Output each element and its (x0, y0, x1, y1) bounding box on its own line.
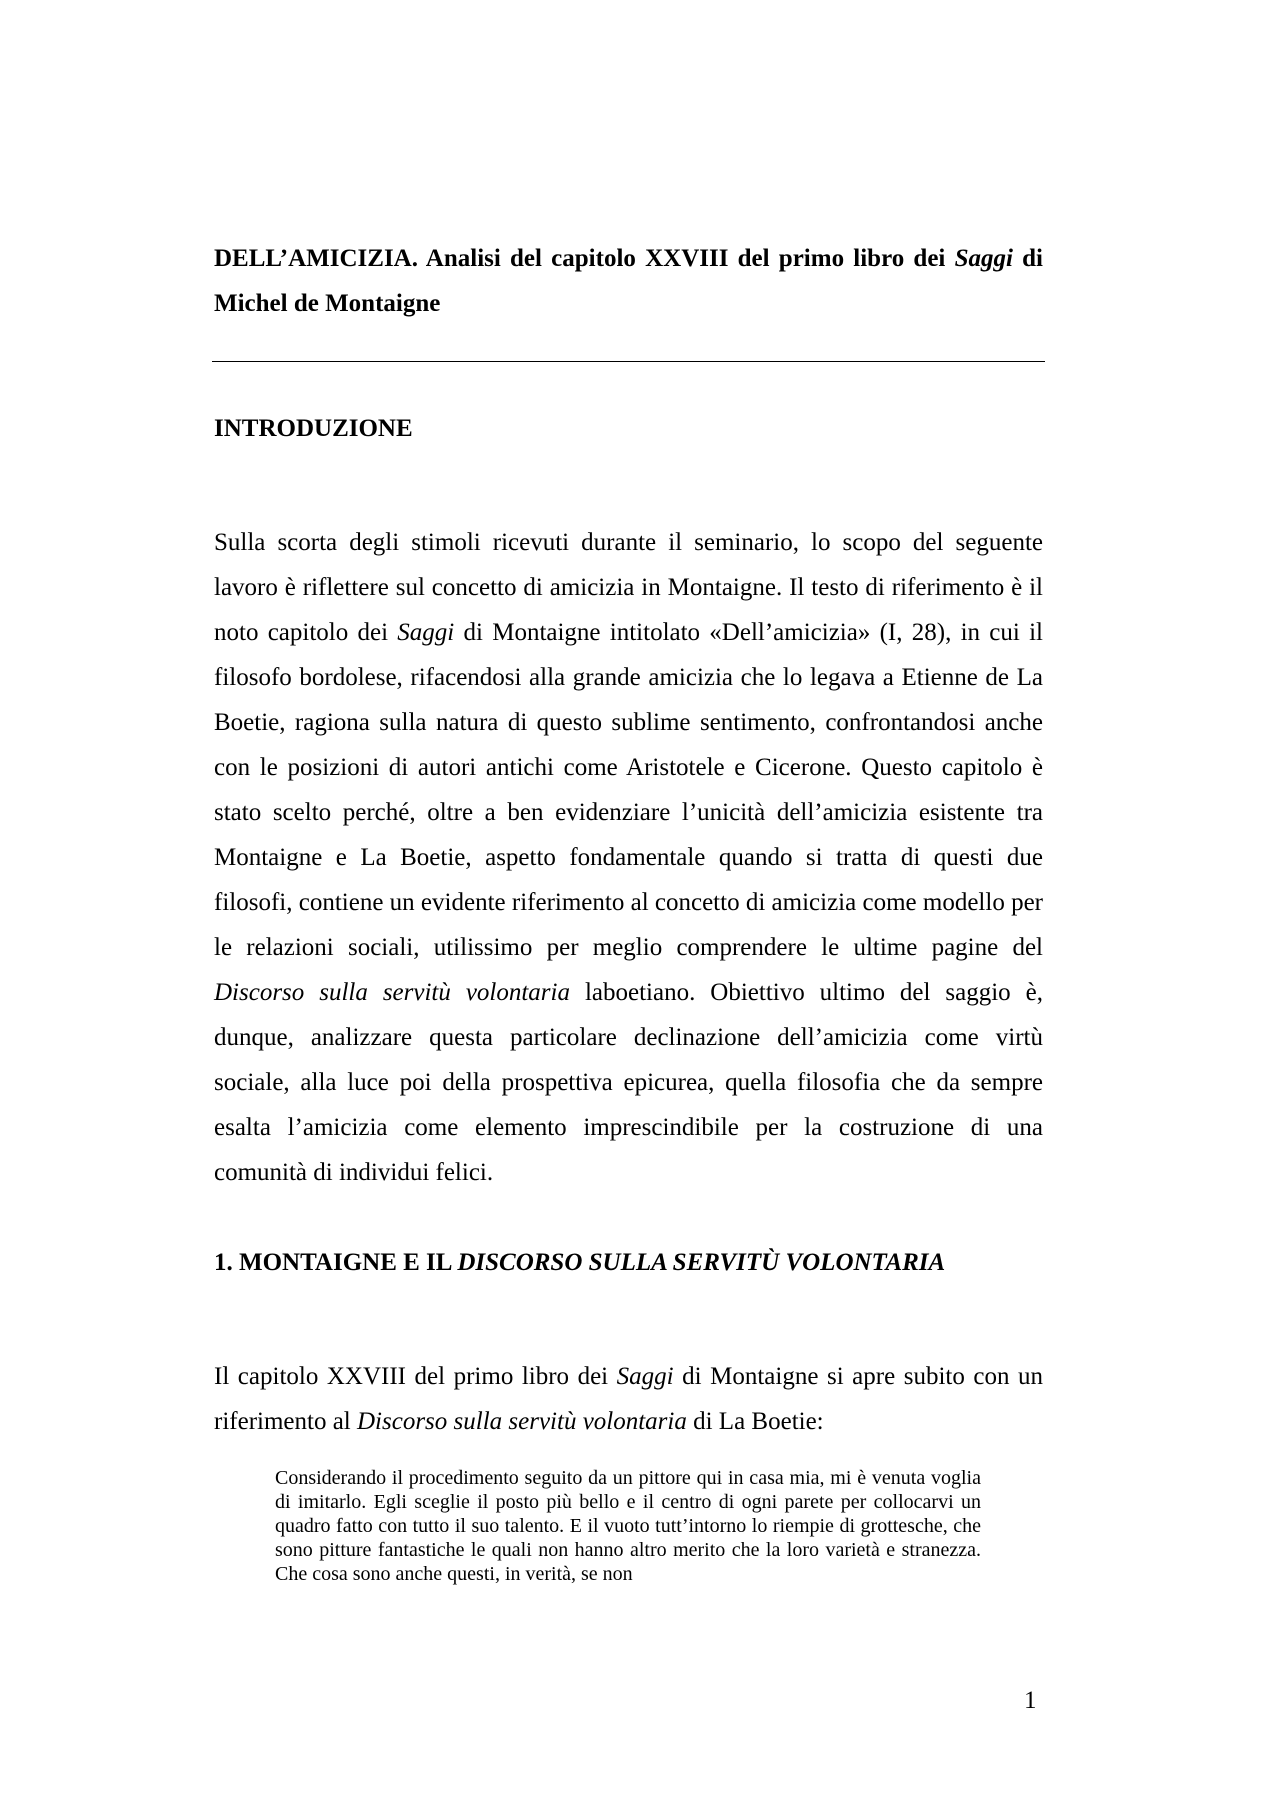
section1-paragraph (214, 1354, 1043, 1444)
sec1-text-3: di La Boetie: (686, 1408, 824, 1435)
title-italic-saggi: Saggi (954, 245, 1013, 272)
introduction-heading: INTRODUZIONE (214, 415, 413, 442)
sec1-italic-saggi: Saggi (616, 1363, 674, 1390)
section1-heading (214, 1246, 945, 1280)
page-number: 1 (1024, 1687, 1037, 1714)
intro-text-1: Sulla scorta degli stimoli ricevuti durante il seminario, lo scopo del seguente lavoro è riflettere sul concetto di amicizia in Montaigne. Il testo di riferimento è il noto capitolo dei (214, 529, 1043, 646)
intro-text-2: di Montaigne intitolato «Dell’amicizia» (I, 28), in cui il filosofo bordolese, rifacendosi alla grande amicizia che lo legava a Etienne de La Boetie, ragiona sulla natura di questo sublime sentimento, confrontandosi anche con le posizioni di autori antichi come Aristotele e Cicerone. Questo capitolo è stato scelto perché, oltre a ben evidenziare l’unicità dell’amicizia esistente tra Montaigne e La Boetie, aspetto fondamentale quando si tratta di questi due filosofi, contiene un evidente riferimento al concetto di amicizia come modello per le relazioni sociali, utilissimo per meglio comprendere le ultime pagine del (214, 619, 1043, 961)
sec1-italic-discorso: Discorso sulla servitù volontaria (357, 1408, 687, 1435)
section1-heading-prefix: 1. MONTAIGNE E IL (214, 1249, 458, 1276)
intro-italic-saggi: Saggi (397, 619, 455, 646)
intro-text-3: laboetiano. Obiettivo ultimo del saggio è, dunque, analizzare questa particolare declinazione dell’amicizia come virtù sociale, alla luce poi della prospettiva epicurea, quella filosofia che da sempre esalta l’amicizia come elemento imprescindibile per la costruzione di una comunità di individui felici. (214, 979, 1043, 1186)
sec1-text-1: Il capitolo XXVIII del primo libro dei (214, 1363, 617, 1390)
intro-italic-discorso: Discorso sulla servitù volontaria (214, 979, 570, 1006)
document-title (214, 236, 1043, 326)
title-text-part2: di Michel de Montaigne (214, 245, 1043, 317)
block-quote: Considerando il procedimento seguito da un pittore qui in casa mia, mi è venuta voglia di imitarlo. Egli sceglie il posto più bello e il centro di ogni parete per collocarvi un quadro fatto con tutto il suo talento. E il vuoto tutt’intorno lo riempie di grottesche, che sono pitture fantastiche le quali non hanno altro merito che la loro varietà e stranezza. Che cosa sono anche questi, in verità, se non (275, 1467, 981, 1585)
introduction-paragraph (214, 520, 1043, 1195)
title-divider (212, 361, 1045, 362)
section1-heading-italic: DISCORSO SULLA SERVITÙ VOLONTARIA (457, 1249, 946, 1276)
sec1-text-2: di Montaigne si apre subito con un riferimento al (214, 1363, 1043, 1435)
title-text-part1: DELL’AMICIZIA. Analisi del capitolo XXVIII del primo libro dei (214, 245, 955, 272)
